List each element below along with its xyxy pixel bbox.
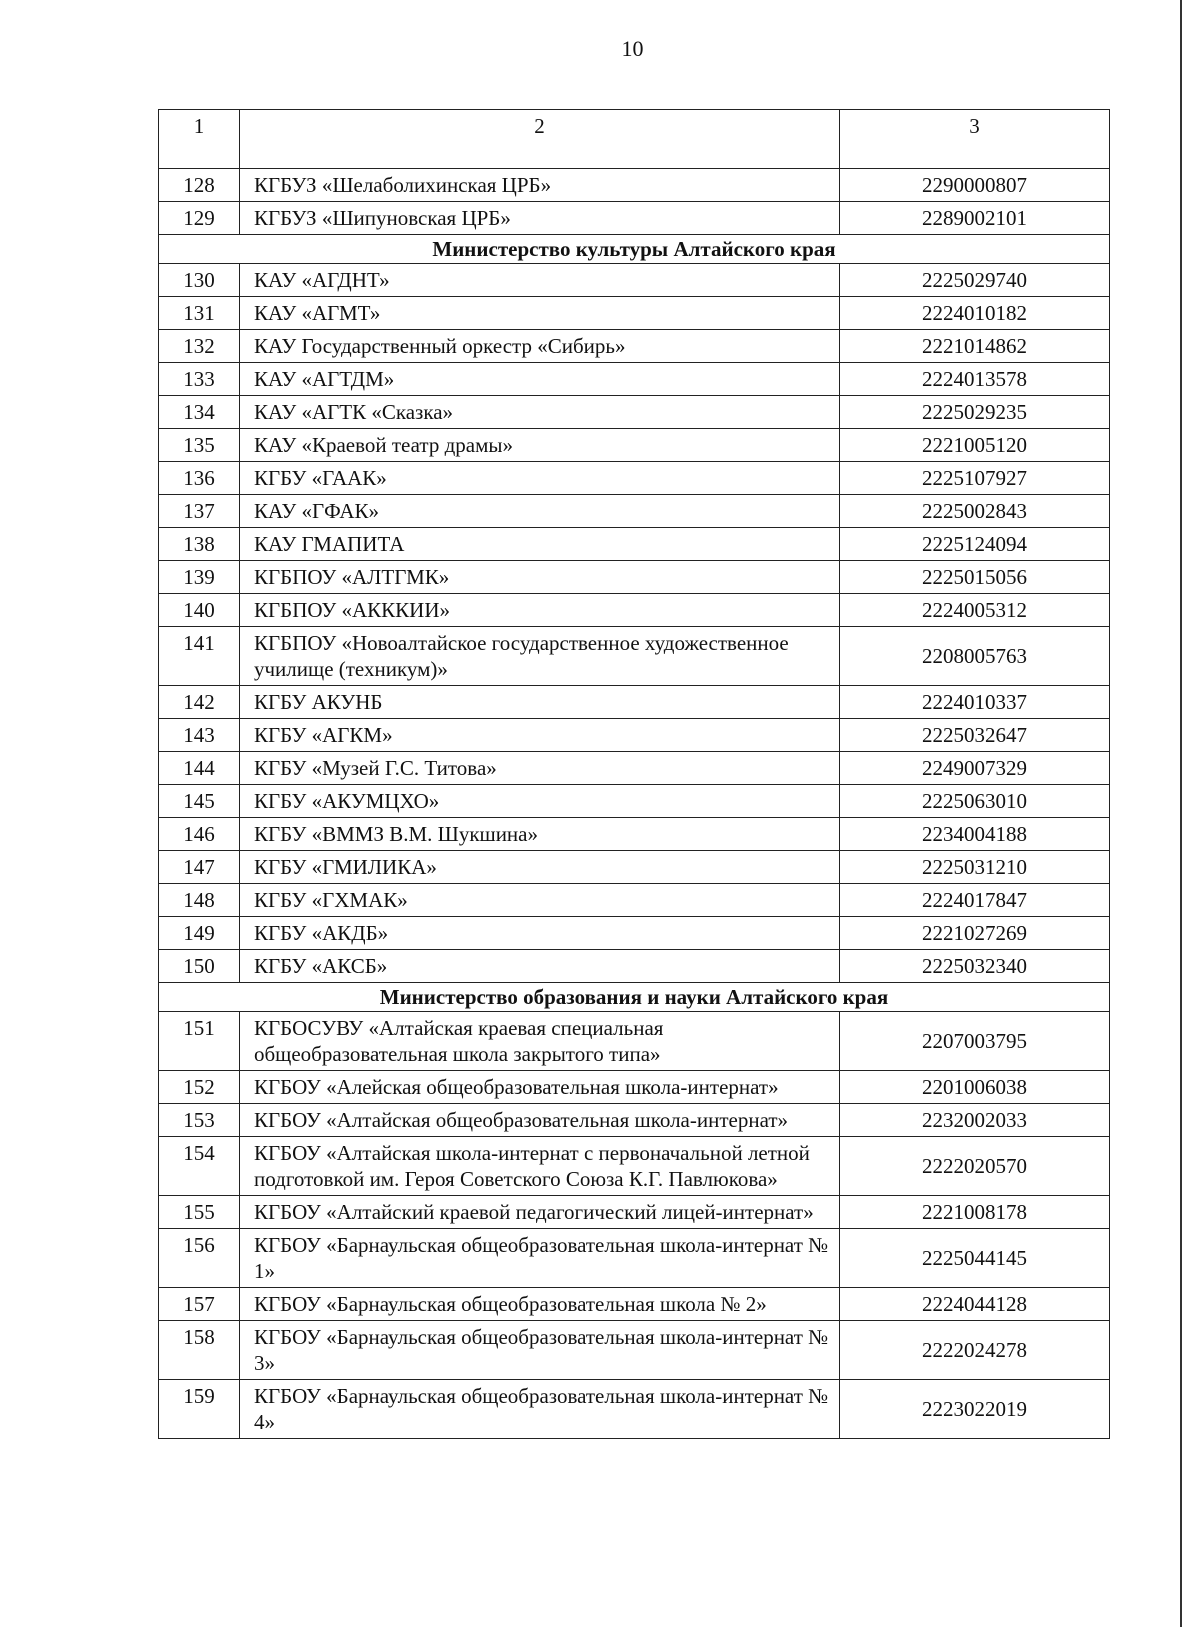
table-row bbox=[159, 719, 1110, 752]
table-row bbox=[159, 884, 1110, 917]
organization-name-cell: КГБУ «Музей Г.С. Титова» bbox=[240, 752, 840, 785]
table-row bbox=[159, 528, 1110, 561]
table-row bbox=[159, 202, 1110, 235]
row-number-cell: 137 bbox=[159, 495, 240, 528]
inn-code-cell: 2249007329 bbox=[840, 752, 1110, 785]
table-row bbox=[159, 1321, 1110, 1380]
row-number-cell: 157 bbox=[159, 1288, 240, 1321]
table-row bbox=[159, 363, 1110, 396]
organization-name-cell: КГБУ «ГХМАК» bbox=[240, 884, 840, 917]
row-number-cell: 132 bbox=[159, 330, 240, 363]
table-row bbox=[159, 264, 1110, 297]
inn-code-cell: 2225124094 bbox=[840, 528, 1110, 561]
page-number: 10 bbox=[621, 36, 644, 61]
table-row bbox=[159, 1104, 1110, 1137]
header-col-1: 1 bbox=[159, 110, 240, 169]
section-header-row bbox=[159, 235, 1110, 264]
inn-code-cell: 2225029740 bbox=[840, 264, 1110, 297]
row-number-cell: 144 bbox=[159, 752, 240, 785]
row-number-cell: 147 bbox=[159, 851, 240, 884]
inn-code-cell: 2224013578 bbox=[840, 363, 1110, 396]
table-header-row bbox=[159, 110, 1110, 169]
row-number-cell: 156 bbox=[159, 1229, 240, 1288]
organization-name-cell: КГБОУ «Алтайская школа-интернат с первоначальной летной подготовкой им. Героя Советского Союза К.Г. Павлюкова» bbox=[240, 1137, 840, 1196]
organization-name-cell: КАУ Государственный оркестр «Сибирь» bbox=[240, 330, 840, 363]
inn-code-cell: 2225032647 bbox=[840, 719, 1110, 752]
inn-code-cell: 2221027269 bbox=[840, 917, 1110, 950]
row-number-cell: 139 bbox=[159, 561, 240, 594]
inn-code-cell: 2224010182 bbox=[840, 297, 1110, 330]
inn-code-cell: 2224005312 bbox=[840, 594, 1110, 627]
organization-name-cell: КАУ «ГФАК» bbox=[240, 495, 840, 528]
row-number-cell: 130 bbox=[159, 264, 240, 297]
row-number-cell: 143 bbox=[159, 719, 240, 752]
table-row bbox=[159, 1229, 1110, 1288]
row-number-cell: 153 bbox=[159, 1104, 240, 1137]
organization-name-cell: КГБУЗ «Шелаболихинская ЦРБ» bbox=[240, 169, 840, 202]
row-number-cell: 155 bbox=[159, 1196, 240, 1229]
organization-name-cell: КАУ ГМАПИТА bbox=[240, 528, 840, 561]
inn-code-cell: 2224044128 bbox=[840, 1288, 1110, 1321]
row-number-cell: 140 bbox=[159, 594, 240, 627]
organization-name-cell: КГБУ «ГААК» bbox=[240, 462, 840, 495]
table-row bbox=[159, 1012, 1110, 1071]
organization-name-cell: КГБУ «ВММЗ В.М. Шукшина» bbox=[240, 818, 840, 851]
organization-name-cell: КГБОУ «Алтайский краевой педагогический лицей-интернат» bbox=[240, 1196, 840, 1229]
row-number-cell: 159 bbox=[159, 1380, 240, 1439]
organization-name-cell: КГБУ «АКСБ» bbox=[240, 950, 840, 983]
inn-code-cell: 2290000807 bbox=[840, 169, 1110, 202]
organization-name-cell: КГБОУ «Алтайская общеобразовательная школа-интернат» bbox=[240, 1104, 840, 1137]
header-col-2: 2 bbox=[240, 110, 840, 169]
inn-code-cell: 2232002033 bbox=[840, 1104, 1110, 1137]
header-col-3: 3 bbox=[840, 110, 1110, 169]
page-edge-line bbox=[1180, 0, 1182, 1627]
row-number-cell: 150 bbox=[159, 950, 240, 983]
table-row bbox=[159, 627, 1110, 686]
table-row bbox=[159, 818, 1110, 851]
organization-name-cell: КГБУ «АКУМЦХО» bbox=[240, 785, 840, 818]
inn-code-cell: 2208005763 bbox=[840, 627, 1110, 686]
inn-code-cell: 2221008178 bbox=[840, 1196, 1110, 1229]
inn-code-cell: 2224010337 bbox=[840, 686, 1110, 719]
organization-name-cell: КГБОУ «Барнаульская общеобразовательная школа-интернат № 1» bbox=[240, 1229, 840, 1288]
section-title: Министерство культуры Алтайского края bbox=[159, 235, 1110, 264]
table-row bbox=[159, 917, 1110, 950]
row-number-cell: 131 bbox=[159, 297, 240, 330]
table-row bbox=[159, 1288, 1110, 1321]
table-row bbox=[159, 950, 1110, 983]
row-number-cell: 135 bbox=[159, 429, 240, 462]
organization-name-cell: КГБОУ «Барнаульская общеобразовательная школа № 2» bbox=[240, 1288, 840, 1321]
table-row bbox=[159, 1196, 1110, 1229]
organization-name-cell: КГБУ «АГКМ» bbox=[240, 719, 840, 752]
inn-code-cell: 2225044145 bbox=[840, 1229, 1110, 1288]
table-row bbox=[159, 495, 1110, 528]
organization-name-cell: КГБОСУВУ «Алтайская краевая специальная общеобразовательная школа закрытого типа» bbox=[240, 1012, 840, 1071]
organization-name-cell: КГБПОУ «АКККИИ» bbox=[240, 594, 840, 627]
row-number-cell: 134 bbox=[159, 396, 240, 429]
row-number-cell: 154 bbox=[159, 1137, 240, 1196]
inn-code-cell: 2225029235 bbox=[840, 396, 1110, 429]
inn-code-cell: 2222020570 bbox=[840, 1137, 1110, 1196]
organization-name-cell: КГБПОУ «Новоалтайское государственное художественное училище (техникум)» bbox=[240, 627, 840, 686]
organization-name-cell: КАУ «АГТДМ» bbox=[240, 363, 840, 396]
table-row bbox=[159, 851, 1110, 884]
inn-code-cell: 2224017847 bbox=[840, 884, 1110, 917]
row-number-cell: 136 bbox=[159, 462, 240, 495]
organization-name-cell: КАУ «АГТК «Сказка» bbox=[240, 396, 840, 429]
organization-name-cell: КАУ «Краевой театр драмы» bbox=[240, 429, 840, 462]
row-number-cell: 152 bbox=[159, 1071, 240, 1104]
table-row bbox=[159, 396, 1110, 429]
organization-name-cell: КГБОУ «Барнаульская общеобразовательная школа-интернат № 4» bbox=[240, 1380, 840, 1439]
inn-code-cell: 2207003795 bbox=[840, 1012, 1110, 1071]
row-number-cell: 142 bbox=[159, 686, 240, 719]
row-number-cell: 133 bbox=[159, 363, 240, 396]
table-row bbox=[159, 297, 1110, 330]
row-number-cell: 148 bbox=[159, 884, 240, 917]
table-row bbox=[159, 785, 1110, 818]
organization-name-cell: КГБУ АКУНБ bbox=[240, 686, 840, 719]
inn-code-cell: 2225032340 bbox=[840, 950, 1110, 983]
inn-code-cell: 2221014862 bbox=[840, 330, 1110, 363]
inn-code-cell: 2225107927 bbox=[840, 462, 1110, 495]
organizations-table bbox=[158, 109, 1110, 1439]
table-row bbox=[159, 429, 1110, 462]
row-number-cell: 145 bbox=[159, 785, 240, 818]
table-row bbox=[159, 594, 1110, 627]
inn-code-cell: 2225063010 bbox=[840, 785, 1110, 818]
organization-name-cell: КГБУЗ «Шипуновская ЦРБ» bbox=[240, 202, 840, 235]
inn-code-cell: 2234004188 bbox=[840, 818, 1110, 851]
row-number-cell: 146 bbox=[159, 818, 240, 851]
section-title: Министерство образования и науки Алтайского края bbox=[159, 983, 1110, 1012]
table-row bbox=[159, 561, 1110, 594]
table-row bbox=[159, 752, 1110, 785]
table-row bbox=[159, 462, 1110, 495]
inn-code-cell: 2225002843 bbox=[840, 495, 1110, 528]
row-number-cell: 138 bbox=[159, 528, 240, 561]
table-row bbox=[159, 1137, 1110, 1196]
table-row bbox=[159, 330, 1110, 363]
inn-code-cell: 2223022019 bbox=[840, 1380, 1110, 1439]
organization-name-cell: КГБОУ «Алейская общеобразовательная школа-интернат» bbox=[240, 1071, 840, 1104]
organization-name-cell: КГБОУ «Барнаульская общеобразовательная школа-интернат № 3» bbox=[240, 1321, 840, 1380]
inn-code-cell: 2289002101 bbox=[840, 202, 1110, 235]
section-header-row bbox=[159, 983, 1110, 1012]
table-row bbox=[159, 1071, 1110, 1104]
row-number-cell: 149 bbox=[159, 917, 240, 950]
inn-code-cell: 2221005120 bbox=[840, 429, 1110, 462]
organization-name-cell: КАУ «АГДНТ» bbox=[240, 264, 840, 297]
inn-code-cell: 2201006038 bbox=[840, 1071, 1110, 1104]
inn-code-cell: 2222024278 bbox=[840, 1321, 1110, 1380]
row-number-cell: 158 bbox=[159, 1321, 240, 1380]
organization-name-cell: КГБУ «ГМИЛИКА» bbox=[240, 851, 840, 884]
organization-name-cell: КАУ «АГМТ» bbox=[240, 297, 840, 330]
row-number-cell: 151 bbox=[159, 1012, 240, 1071]
organization-name-cell: КГБПОУ «АЛТГМК» bbox=[240, 561, 840, 594]
row-number-cell: 129 bbox=[159, 202, 240, 235]
row-number-cell: 141 bbox=[159, 627, 240, 686]
inn-code-cell: 2225015056 bbox=[840, 561, 1110, 594]
row-number-cell: 128 bbox=[159, 169, 240, 202]
table-row bbox=[159, 1380, 1110, 1439]
organization-name-cell: КГБУ «АКДБ» bbox=[240, 917, 840, 950]
inn-code-cell: 2225031210 bbox=[840, 851, 1110, 884]
table-row bbox=[159, 169, 1110, 202]
table-row bbox=[159, 686, 1110, 719]
